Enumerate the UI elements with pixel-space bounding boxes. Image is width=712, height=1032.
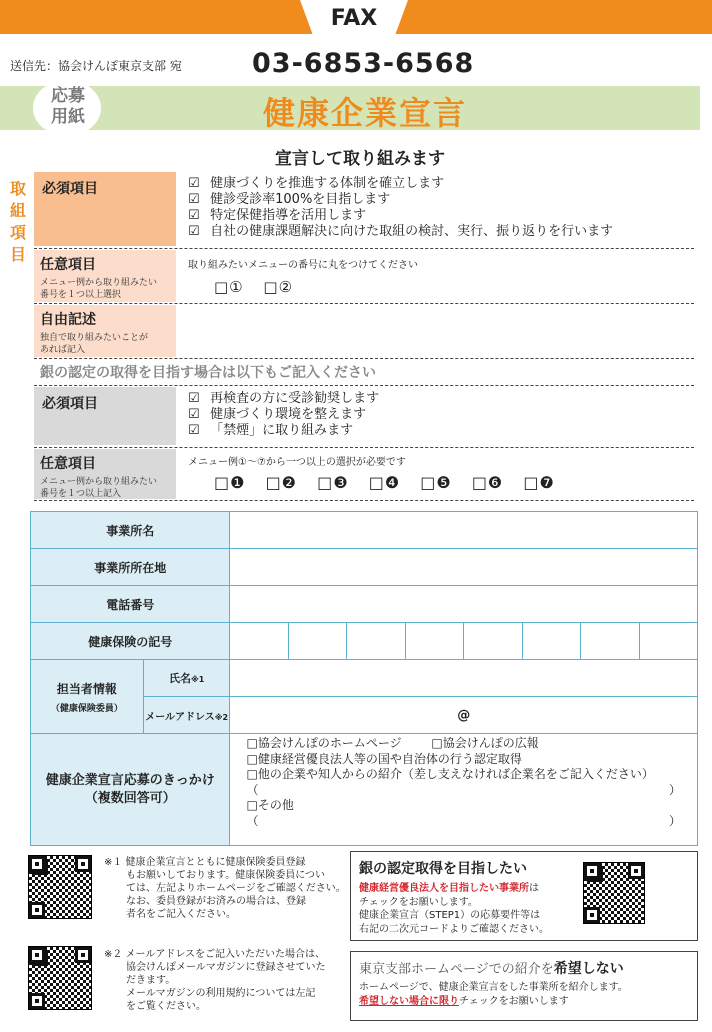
insurance-code-digit[interactable] bbox=[581, 623, 639, 660]
side-label-char: 組 bbox=[9, 201, 26, 220]
other-input[interactable]: （ ） bbox=[246, 813, 681, 828]
silver-required-items bbox=[188, 391, 379, 439]
checked-box-icon: ☑ bbox=[188, 192, 200, 207]
silver-menu-checkbox-5[interactable]: □❺ bbox=[420, 473, 452, 492]
insurance-code-digit[interactable] bbox=[639, 623, 697, 660]
insurance-code-digit[interactable] bbox=[405, 623, 463, 660]
silver-menu-checkbox-4[interactable]: □❹ bbox=[368, 473, 401, 492]
silver-box-text: 健康経営優良法人を目指したい事業所は チェックをお願いします。 健康企業宣言（STEP1）の応募要件等は 右記の二次元コードよりご確認ください。 bbox=[359, 883, 549, 935]
silver-box-title: 銀の認定取得を目指したい bbox=[359, 861, 527, 877]
fax-number: 03-6853-6568 bbox=[252, 48, 475, 79]
office-name-label: 事業所名 bbox=[31, 512, 230, 549]
qr-code-icon[interactable] bbox=[28, 855, 92, 919]
divider bbox=[34, 303, 694, 304]
optional-label: 任意項目 bbox=[40, 257, 96, 273]
free-label-cell bbox=[34, 305, 176, 357]
fax-label: FAX bbox=[330, 6, 378, 31]
silver-certification-box[interactable] bbox=[350, 851, 698, 941]
silver-menu-checkbox-1[interactable]: □❶ bbox=[214, 473, 246, 492]
side-label bbox=[8, 178, 28, 266]
trigger-options bbox=[230, 734, 698, 846]
at-mark: @ bbox=[457, 707, 471, 723]
silver-required-item: ☑ 「禁煙」に取り組みます bbox=[188, 423, 354, 438]
trigger-option-referral[interactable]: □他の企業や知人からの紹介（差し支えなければ企業名をご記入ください） bbox=[246, 767, 654, 781]
free-sub: 独自で取り組みたいことが あれば記入 bbox=[40, 333, 149, 355]
trigger-label-cell bbox=[31, 734, 230, 846]
checked-box-icon: ☑ bbox=[188, 391, 200, 406]
homepage-box-text: ホームページで、健康企業宣言をした事業所を紹介します。 希望しない場合に限りチェックをお願いします bbox=[359, 982, 628, 1007]
required-item: ☑ 特定保健指導を活用します bbox=[188, 208, 367, 223]
trigger-row-1 bbox=[246, 736, 681, 752]
name-label-cell bbox=[143, 660, 230, 697]
silver-menu-checkbox-3[interactable]: □❸ bbox=[317, 473, 349, 492]
required-label: 必須項目 bbox=[42, 181, 98, 197]
name-label: 氏名 bbox=[168, 672, 191, 685]
email-label: メールアドレス bbox=[145, 711, 215, 723]
trigger-option-publicity[interactable]: □協会けんぽの広報 bbox=[431, 736, 539, 750]
divider bbox=[34, 385, 694, 386]
insurance-code-digit[interactable] bbox=[230, 623, 288, 660]
checked-box-icon: ☑ bbox=[188, 208, 200, 223]
trigger-option-other[interactable]: □その他 bbox=[246, 798, 294, 812]
send-to-text: 送信先：協会けんぽ東京支部 宛 bbox=[10, 59, 182, 73]
silver-menu-checkbox-6[interactable]: □❻ bbox=[471, 473, 504, 492]
divider bbox=[34, 500, 694, 501]
phone-input[interactable] bbox=[230, 586, 698, 623]
optional-instruction: 取り組みたいメニューの番号に丸をつけてください bbox=[188, 260, 418, 271]
qr-code-icon[interactable] bbox=[28, 946, 92, 1010]
required-items bbox=[188, 176, 613, 240]
required-item: ☑ 自社の健康課題解決に向けた取組の検討、実行、振り返りを行います bbox=[188, 224, 614, 239]
qr-code-icon[interactable] bbox=[583, 862, 645, 924]
silver-optional-label: 任意項目 bbox=[40, 456, 96, 472]
email-note-mark: ※2 bbox=[214, 712, 229, 722]
page-subtitle: 宣言して取り組みます bbox=[275, 149, 445, 169]
required-item: ☑ 健康づくりを推進する体制を確立します bbox=[188, 176, 445, 191]
contact-label: 担当者情報 bbox=[56, 681, 117, 696]
silver-menu-checkbox-7[interactable]: □❼ bbox=[523, 473, 555, 492]
note-2: ※２ メールアドレスをご記入いただいた場合は、 協会けんぽメールマガジンに登録させていた だきます。 メールマガジンの利用規約については左記 をご覧ください。 bbox=[104, 949, 326, 1012]
free-label: 自由記述 bbox=[40, 312, 96, 328]
phone-label: 電話番号 bbox=[31, 586, 230, 623]
silver-required-label-cell bbox=[34, 387, 176, 445]
name-note-mark: ※1 bbox=[190, 675, 205, 684]
silver-menu-checkbox-2[interactable]: □❷ bbox=[265, 473, 298, 492]
trigger-option-homepage[interactable]: □協会けんぽのホームページ bbox=[246, 736, 402, 750]
checked-box-icon: ☑ bbox=[188, 423, 200, 438]
office-address-label: 事業所所在地 bbox=[31, 549, 230, 586]
side-label-char: 目 bbox=[9, 245, 26, 264]
trigger-option-certification[interactable]: □健康経営優良法人等の国や自治体の行う認定取得 bbox=[246, 751, 522, 766]
homepage-optout-box[interactable] bbox=[350, 951, 698, 1021]
silver-optional-instruction: メニュー例①～⑦から一つ以上の選択が必要です bbox=[188, 457, 406, 468]
menu-checkbox-1[interactable]: □① bbox=[214, 278, 244, 296]
insurance-code-digit[interactable] bbox=[347, 623, 405, 660]
required-label-cell bbox=[34, 172, 176, 246]
email-label-cell bbox=[143, 697, 230, 734]
silver-optional-choices bbox=[214, 473, 569, 492]
optional-sub: メニュー例から取り組みたい 番号を１つ以上選択 bbox=[40, 278, 158, 300]
checked-box-icon: ☑ bbox=[188, 176, 200, 191]
email-input[interactable] bbox=[230, 697, 698, 734]
insurance-code-digit[interactable] bbox=[522, 623, 580, 660]
office-name-input[interactable] bbox=[230, 512, 698, 549]
divider bbox=[34, 248, 694, 249]
required-item: ☑ 健診受診率100%を目指します bbox=[188, 192, 391, 207]
silver-required-label: 必須項目 bbox=[42, 396, 98, 412]
insurance-code-digit[interactable] bbox=[288, 623, 346, 660]
trigger-label: 健康企業宣言応募のきっかけ bbox=[45, 772, 215, 788]
form-label-line2: 用紙 bbox=[51, 107, 85, 127]
form-label-line1: 応募 bbox=[51, 86, 85, 106]
insurance-code-digit[interactable] bbox=[464, 623, 522, 660]
silver-required-item: ☑ 健康づくり環境を整えます bbox=[188, 407, 367, 422]
silver-optional-sub: メニュー例から取り組みたい 番号を１つ以上記入 bbox=[40, 477, 158, 499]
trigger-sub-label: （複数回答可） bbox=[84, 790, 176, 806]
optional-choices bbox=[214, 278, 307, 296]
page-title: 健康企業宣言 bbox=[262, 94, 467, 132]
menu-checkbox-2[interactable]: □② bbox=[263, 278, 294, 296]
referral-input[interactable]: （ ） bbox=[246, 782, 681, 797]
silver-optional-label-cell bbox=[34, 449, 176, 499]
divider bbox=[34, 447, 694, 448]
contact-sub-label: （健康保険委員） bbox=[50, 703, 123, 714]
office-address-input[interactable] bbox=[230, 549, 698, 586]
homepage-box-title: 東京支部ホームページでの紹介を希望しない bbox=[359, 961, 624, 977]
silver-heading: 銀の認定の取得を目指す場合は以下もご記入ください bbox=[40, 365, 376, 381]
free-input-area[interactable] bbox=[180, 306, 694, 356]
insurance-code-label: 健康保険の記号 bbox=[31, 623, 230, 660]
optional-label-cell bbox=[34, 250, 176, 302]
name-input[interactable] bbox=[230, 660, 698, 697]
side-label-char: 取 bbox=[9, 179, 26, 198]
checked-box-icon: ☑ bbox=[188, 224, 200, 239]
divider bbox=[34, 358, 694, 359]
note-1: ※１ 健康企業宣言とともに健康保険委員登録 もお願いしております。健康保険委員につい ては、左記よりホームページをご確認ください。 なお、委員登録がお済みの場合は、登録 者名をご記入ください。 bbox=[104, 857, 346, 920]
side-label-char: 項 bbox=[9, 223, 26, 242]
form-label bbox=[40, 86, 96, 128]
silver-required-item: ☑ 再検査の方に受診勧奨します bbox=[188, 391, 380, 406]
contact-label-cell bbox=[31, 660, 144, 734]
checked-box-icon: ☑ bbox=[188, 407, 200, 422]
applicant-form-table bbox=[30, 511, 698, 846]
